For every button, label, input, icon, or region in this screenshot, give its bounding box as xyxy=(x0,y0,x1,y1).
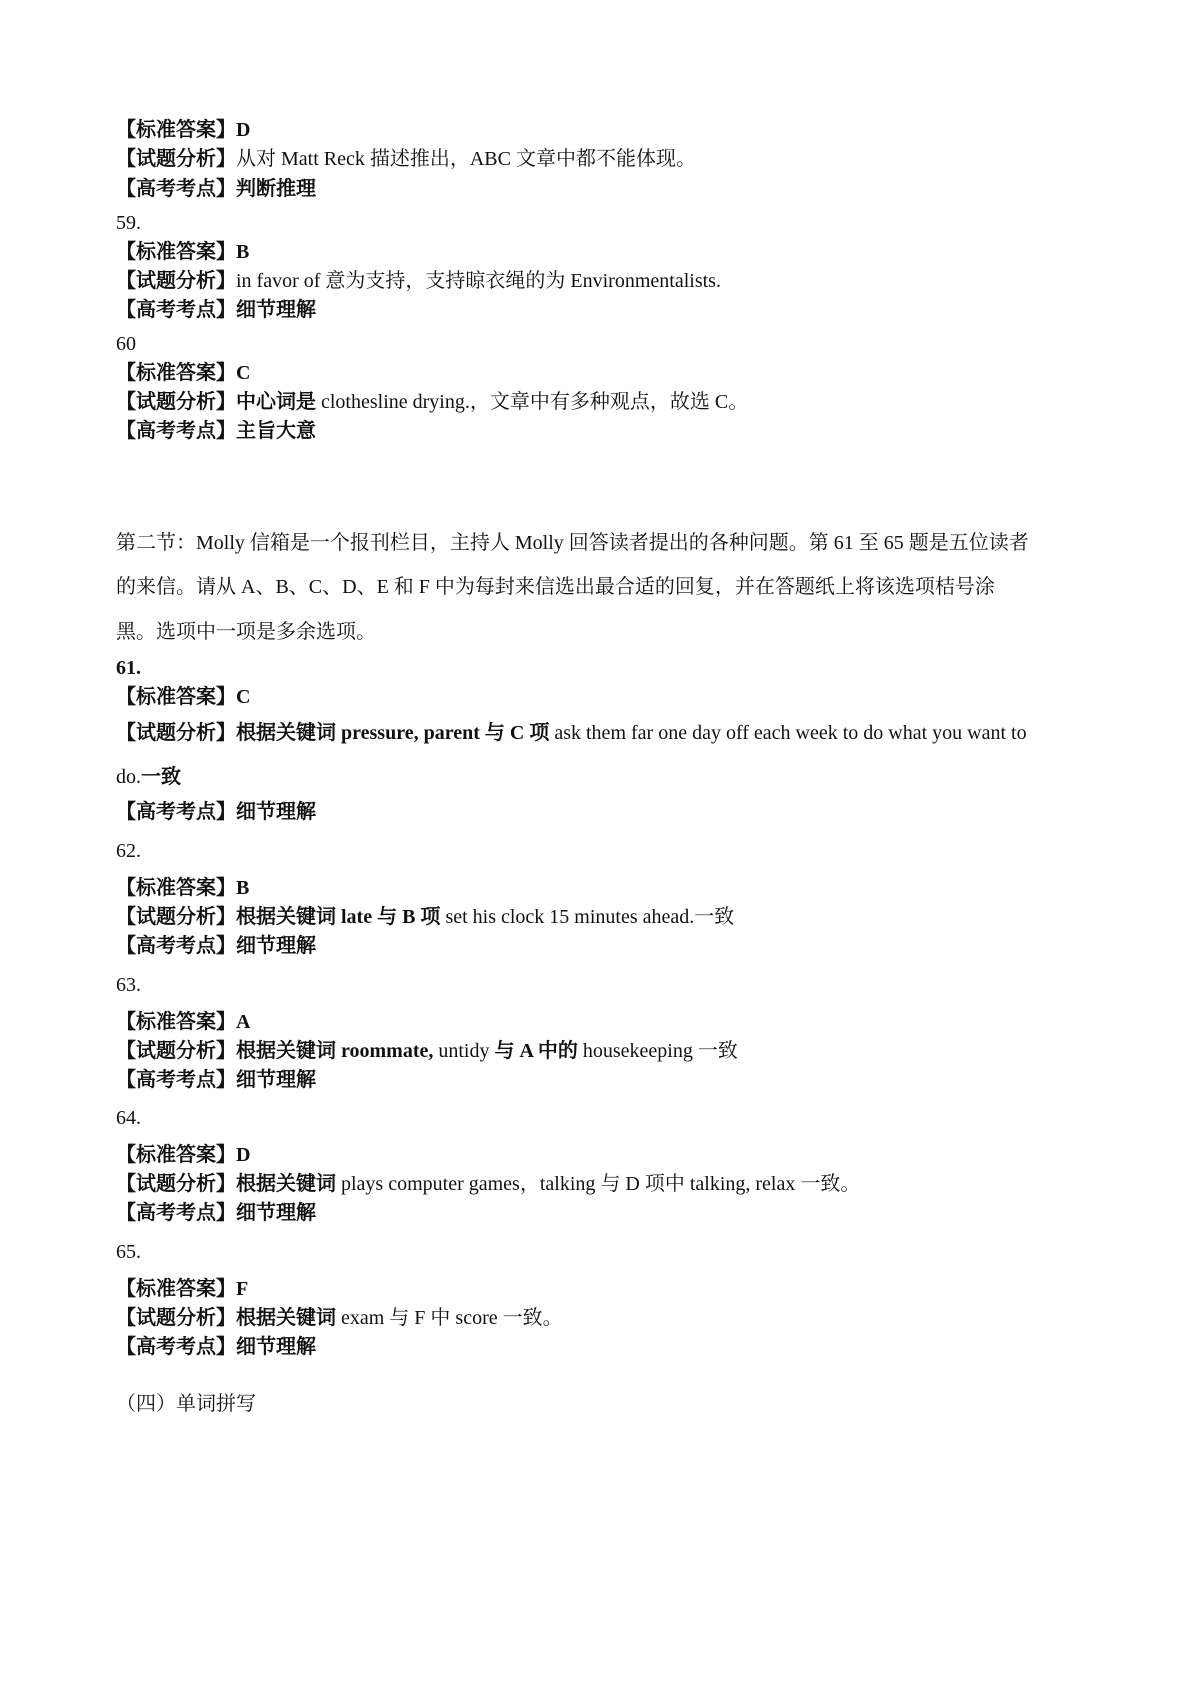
q63-answer: A xyxy=(236,1011,251,1033)
analysis-label: 【试题分析】 xyxy=(116,270,236,292)
q59-point-line xyxy=(116,298,316,322)
q60-analysis-line xyxy=(116,390,748,414)
q59-answer-line xyxy=(116,240,249,264)
q61-answer: C xyxy=(236,686,251,708)
section2-line1: 第二节：Molly 信箱是一个报刊栏目，主持人 Molly 回答读者提出的各种问题。第 61 至 65 题是五位读者 xyxy=(116,532,1029,554)
analysis-label: 【试题分析】 xyxy=(116,148,236,170)
q59-point: 细节理解 xyxy=(236,299,316,321)
q59-number: 59. xyxy=(116,212,141,234)
q65-answer: F xyxy=(236,1278,249,1300)
analysis-label: 【试题分析】 xyxy=(116,906,236,928)
section2-line3: 黑。选项中一项是多余选项。 xyxy=(116,621,376,643)
answer-label: 【标准答案】 xyxy=(116,877,236,899)
q61-point: 细节理解 xyxy=(236,801,316,823)
q64-analysis: plays computer games，talking 与 D 项中 talking, relax 一致。 xyxy=(336,1173,861,1195)
answer-label: 【标准答案】 xyxy=(116,362,236,384)
answer-label: 【标准答案】 xyxy=(116,1144,236,1166)
q59-analysis: in favor of 意为支持，支持晾衣绳的为 Environmentalists. xyxy=(236,270,721,292)
answer-label: 【标准答案】 xyxy=(116,1011,236,1033)
q61-analysis-cont xyxy=(116,765,181,789)
point-label: 【高考考点】 xyxy=(116,801,236,823)
q60-number: 60 xyxy=(116,333,136,355)
q58-answer: D xyxy=(236,119,251,141)
q62-answer: B xyxy=(236,877,250,899)
q64-analysis-keyword: 根据关键词 xyxy=(236,1173,336,1195)
q62-point-line xyxy=(116,934,316,958)
analysis-label: 【试题分析】 xyxy=(116,722,236,744)
answer-label: 【标准答案】 xyxy=(116,1278,236,1300)
q64-number: 64. xyxy=(116,1107,141,1129)
answer-label: 【标准答案】 xyxy=(116,686,236,708)
section2-line2: 的来信。请从 A、B、C、D、E 和 F 中为每封来信选出最合适的回复，并在答题纸上将该选项桔号涂 xyxy=(116,576,995,598)
analysis-label: 【试题分析】 xyxy=(116,1040,236,1062)
q60-point-line xyxy=(116,419,316,443)
q60-answer-line xyxy=(116,361,250,385)
q63-analysis: housekeeping 一致 xyxy=(577,1040,738,1062)
q60-answer: C xyxy=(236,362,251,384)
q65-analysis-keyword: 根据关键词 xyxy=(236,1307,336,1329)
q61-analysis-line xyxy=(116,721,1027,745)
point-label: 【高考考点】 xyxy=(116,1202,236,1224)
q61-answer-line xyxy=(116,685,250,709)
q58-analysis-line xyxy=(116,147,696,171)
point-label: 【高考考点】 xyxy=(116,178,236,200)
q61-number: 61. xyxy=(116,657,141,679)
section4-title: （四）单词拼写 xyxy=(116,1393,256,1415)
analysis-label: 【试题分析】 xyxy=(116,391,236,413)
q65-analysis-line xyxy=(116,1306,563,1330)
q59-analysis-line xyxy=(116,269,721,293)
q58-answer-line xyxy=(116,118,250,142)
answer-label: 【标准答案】 xyxy=(116,119,236,141)
q64-point: 细节理解 xyxy=(236,1202,316,1224)
q61-analysis-end: 一致 xyxy=(141,766,181,788)
point-label: 【高考考点】 xyxy=(116,299,236,321)
q61-analysis: ask them far one day off each week to do what you want to xyxy=(549,722,1027,744)
q65-analysis: exam 与 F 中 score 一致。 xyxy=(336,1307,563,1329)
q58-point: 判断推理 xyxy=(236,178,316,200)
q65-point: 细节理解 xyxy=(236,1336,316,1358)
q62-analysis-line xyxy=(116,905,734,929)
q63-number: 63. xyxy=(116,974,141,996)
q64-analysis-line xyxy=(116,1172,860,1196)
q62-number: 62. xyxy=(116,840,141,862)
q65-answer-line xyxy=(116,1277,248,1301)
q62-answer-line xyxy=(116,876,249,900)
q63-point-line xyxy=(116,1068,316,1092)
q64-point-line xyxy=(116,1201,316,1225)
q58-analysis: 从对 Matt Reck 描述推出，ABC 文章中都不能体现。 xyxy=(236,148,696,170)
q62-analysis-keyword: 根据关键词 late 与 B 项 xyxy=(236,906,441,928)
q61-point-line xyxy=(116,800,316,824)
q63-analysis-keyword2: 与 A 中的 xyxy=(494,1040,578,1062)
q63-analysis-mid: untidy xyxy=(433,1040,495,1062)
point-label: 【高考考点】 xyxy=(116,420,236,442)
q62-analysis: set his clock 15 minutes ahead.一致 xyxy=(440,906,735,928)
q65-point-line xyxy=(116,1335,316,1359)
q58-point-line xyxy=(116,177,316,201)
q65-number: 65. xyxy=(116,1241,141,1263)
analysis-label: 【试题分析】 xyxy=(116,1173,236,1195)
q63-answer-line xyxy=(116,1010,250,1034)
q62-point: 细节理解 xyxy=(236,935,316,957)
q61-analysis-keyword: 根据关键词 pressure, parent 与 C 项 xyxy=(236,722,550,744)
analysis-label: 【试题分析】 xyxy=(116,1307,236,1329)
q61-analysis-tail: do. xyxy=(116,766,141,788)
q60-analysis: clothesline drying.，文章中有多种观点，故选 C。 xyxy=(316,391,749,413)
q64-answer: D xyxy=(236,1144,251,1166)
q63-point: 细节理解 xyxy=(236,1069,316,1091)
q64-answer-line xyxy=(116,1143,250,1167)
q63-analysis-line xyxy=(116,1039,738,1063)
point-label: 【高考考点】 xyxy=(116,1069,236,1091)
q60-point: 主旨大意 xyxy=(236,420,316,442)
point-label: 【高考考点】 xyxy=(116,935,236,957)
point-label: 【高考考点】 xyxy=(116,1336,236,1358)
q59-answer: B xyxy=(236,241,250,263)
answer-label: 【标准答案】 xyxy=(116,241,236,263)
q63-analysis-keyword: 根据关键词 roommate, xyxy=(236,1040,434,1062)
q60-analysis-keyword: 中心词是 xyxy=(236,391,316,413)
